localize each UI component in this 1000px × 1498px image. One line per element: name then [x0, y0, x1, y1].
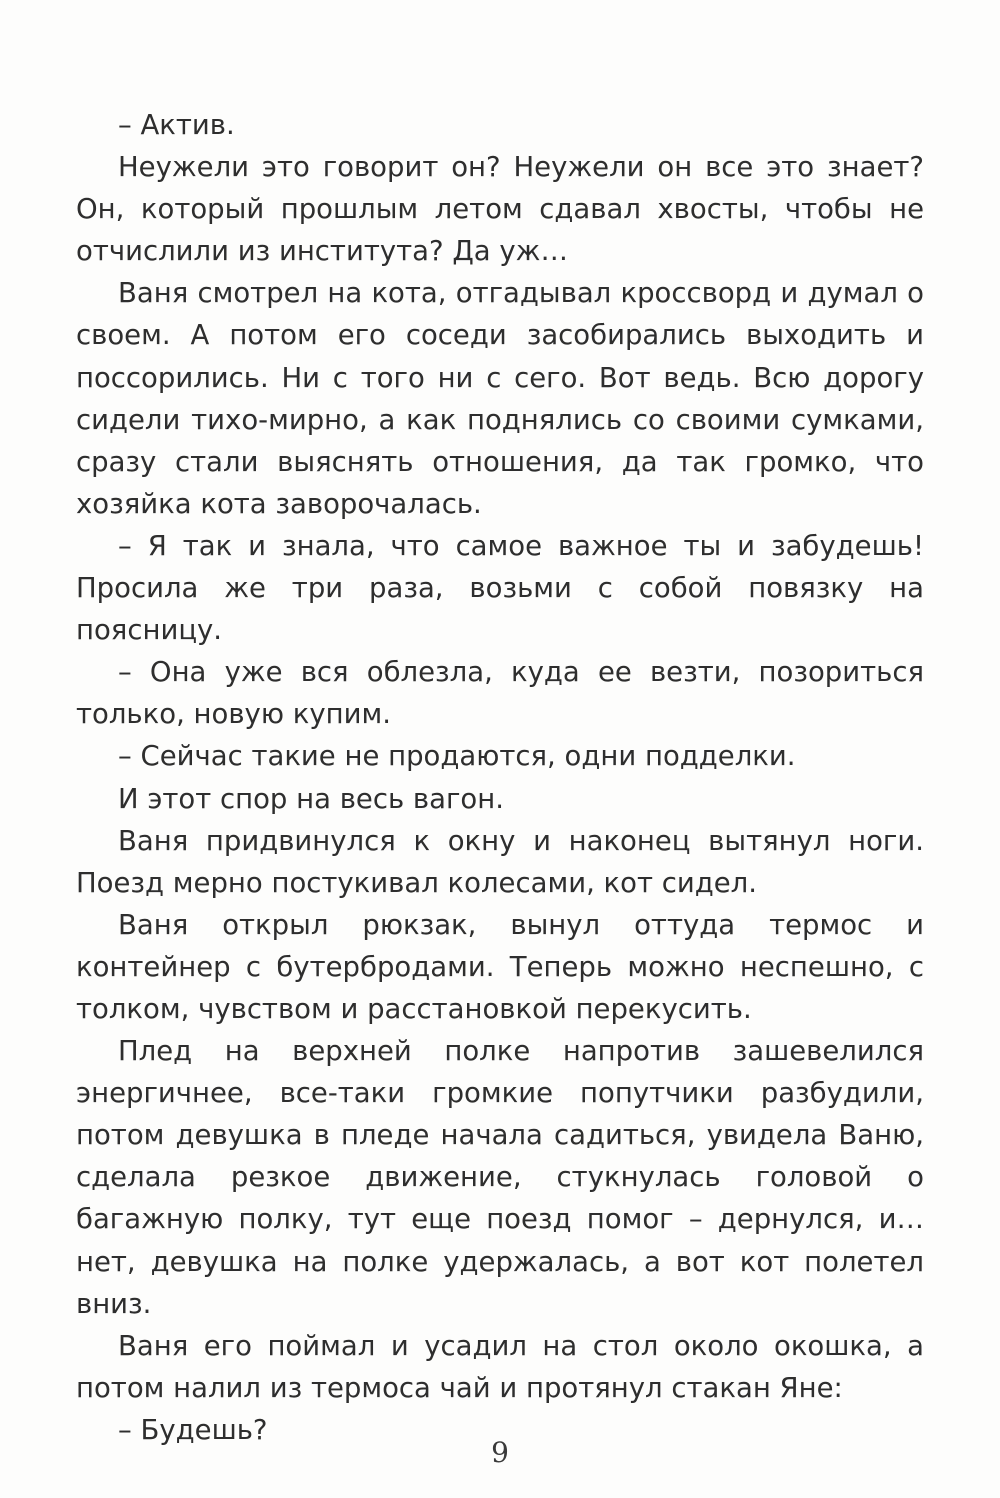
- paragraph: Ваня смотрел на кота, отгадывал кроссворд и думал о своем. А потом его соседи засобирались выходить и поссорились. Ни с того ни с сего. Вот ведь. Всю дорогу сидели тихо-мирно, а как поднялись со своими сумками, сразу стали выяснять отношения, да так громко, что хозяйка кота заворочалась.: [76, 277, 924, 520]
- paragraph: И этот спор на весь вагон.: [118, 782, 504, 815]
- paragraph: – Будешь?: [118, 1413, 268, 1446]
- page-number: 9: [491, 1436, 509, 1469]
- paragraph: – Сейчас такие не продаются, одни подделки.: [118, 740, 796, 773]
- paragraph: – Она уже вся облезла, куда ее везти, позориться только, новую купим.: [76, 656, 924, 731]
- paragraph: Ваня придвинулся к окну и наконец вытянул ноги. Поезд мерно постукивал колесами, кот сидел.: [76, 824, 924, 899]
- paragraph: Плед на верхней полке напротив зашевелился энергичнее, все-таки громкие попутчики разбудили, потом девушка в пледе начала садиться, увидела Ваню, сделала резкое движение, стукнулась головой о багажную полку, тут еще поезд помог – дернулся, и… нет, девушка на полке удержалась, а вот кот полетел вниз.: [76, 1035, 924, 1320]
- paragraph: Ваня открыл рюкзак, вынул оттуда термос и контейнер с бутербродами. Теперь можно неспешно, с толком, чувством и расстановкой перекусить.: [76, 908, 924, 1025]
- paragraph: – Актив.: [118, 109, 235, 141]
- body-text: [76, 104, 924, 1451]
- paragraph: – Я так и знала, что самое важное ты и забудешь! Просила же три раза, возьми с собой повязку на поясницу.: [76, 529, 924, 647]
- paragraph: Неужели это говорит он? Неужели он все это знает? Он, который прошлым летом сдавал хвосты, чтобы не отчислили из института? Да уж…: [76, 151, 924, 268]
- paragraph: Ваня его поймал и усадил на стол около окошка, а потом налил из термоса чай и протянул стакан Яне:: [76, 1329, 924, 1404]
